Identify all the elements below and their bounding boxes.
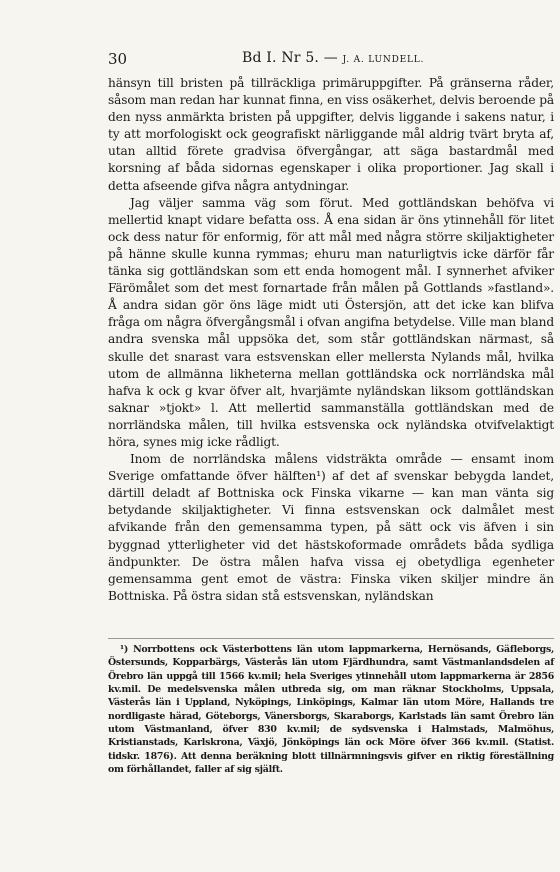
footnotes [108,643,554,776]
paragraph: Inom de norrländska målens vidsträkta område — ensamt inom Sverige omfattande öfver hälften¹) af det af svenskar bebygda landet, därtill deladt af Bottniska ock Finska vikarne — kan man vänta sig betydande skiljaktigheter. Vi finna estsvenskan ock dalmålet mest afvikande från den gemensamma typen, på sätt ock vis äfven i sin byggnad ytterligheter vid det hästskoformade områdets båda sydliga ändpunkter. De östra målen hafva vissa ej obetydliga egenheter gemensamma gent emot de västra: Finska viken skiljer mindre än Bottniska. På östra sidan stå estsvenskan, nyländskan [108,452,554,603]
footnote-divider [108,638,554,639]
page-header [108,50,553,72]
paragraph: Jag väljer samma väg som förut. Med gottländskan behöfva vi mellertid knapt vidare befatta oss. Å ena sidan är öns ytinnehåll för litet ock dess natur för enformig, för att mål med några större skiljaktigheter på hänne skulle kunna rymmas; ehuru man naturligtvis icke därför får tänka sig gottländskan som ett enda homogent mål. I synnerhet afviker Färömålet som det mest fornartade från målen på Gottlands »fastland». Å andra sidan gör öns läge midt uti Östersjön, att det icke kan blifva fråga om några öfvergångsmål i ofvan angifna betydelse. Ville man bland andra svenska mål uppsöka det, som står gottländskan närmast, så skulle det snarast vara estsvenskan eller mellersta Nylands mål, hvilka utom de allmänna likheterna mellan gottländska ock norrländska mål hafva k ock g kvar öfver alt, hvarjämte nyländskan liksom gottländskan saknar »tjokt» l. Att mellertid sammanställa gottländskan med de norrländska målen, till hvilka estsvenska ock nyländska otvifvelaktigt höra, synes mig icke rådligt. [108,195,554,449]
running-title-text: Bd I. Nr 5. — [242,50,343,66]
page-number: 30 [108,50,128,68]
footnote: ¹) Norrbottens ock Västerbottens län utom lappmarkerna, Hernösands, Gäfleborgs, Östersunds, Kopparbärgs, Västerås län utom Fjärdhundra, samt Västmanlandsdelen af Örebro län uppgå till 1566 kv.mil; hela Sveriges ytinnehåll utom lappmarkerna är 2856 kv.mil. De medelsvenska målen utbreda sig, om man räknar Stockholms, Uppsala, Västerås län i Uppland, Nyköpings, Linköpings, Kalmar län utom Möre, Hallands tre nordligaste härad, Göteborgs, Vänersborgs, Skaraborgs, Karlstads län samt Örebro län utom Västmanland, öfver 830 kv.mil; de sydsvenska i Halmstads, Malmöhus, Kristianstads, Karlskrona, Växjö, Jönköpings län ock Möre öfver 366 kv.mil. (Statist. tidskr. 1876). Att denna beräkning blott tillnärmningsvis gifver en riktig föreställning om förhållandet, faller af sig själft. [108,644,554,776]
paragraph: hänsyn till bristen på tillräckliga primäruppgifter. På gränserna råder, såsom man redan har kunnat finna, en viss osäkerhet, delvis beroende på den nyss anmärkta bristen på uppgifter, delvis liggande i sakens natur, i ty att morfologiskt ock geografiskt närliggande mål aldrig tvärt bryta af, utan alltid förete gradvisa öfvergångar, att säga bastardmål med korsning af båda sidornas egenskaper i olika proportioner. Jag skall i detta afseende gifva några antydningar. [108,76,554,193]
running-title [242,50,424,66]
author-name: J. A. LUNDELL. [342,55,425,65]
body-text [108,75,554,605]
